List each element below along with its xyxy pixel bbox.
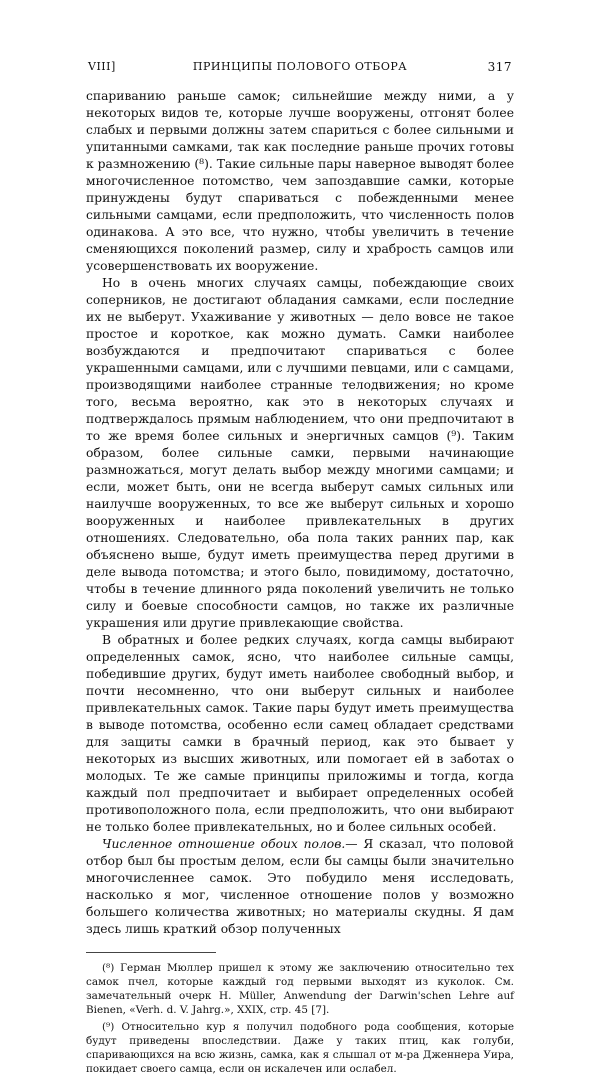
running-header <box>88 60 512 78</box>
footnote-8: (⁸) Герман Мюллер пришел к этому же заключению относительно тех самок пчел, которые каждый год первыми выходят из куколок. См. замечательный очерк H. Müller, Anwendung der Darwin'schen Lehre auf Bienen, «Verh. d. V. Jahrg.», XXIX, стр. 45 [7]. <box>86 962 514 1016</box>
paragraph-2: Но в очень многих случаях самцы, побеждающие своих соперников, не достигают обладания самками, если последние их не выберут. Ухаживание у животных — дело вовсе не такое простое и короткое, как можно думать. Самки наиболее возбуждаются и предпочитают спариваться с более украшенными самцами, или с лучшими певцами, или с самцами, производящими наиболее странные телодвижения; но кроме того, весьма вероятно, как это в некоторых случаях и подтверждалось прямым наблюдением, что они предпочитают в то же время более сильных и энергичных самцов (⁹). Таким образом, более сильные самки, первыми начинающие размножаться, могут делать выбор между многими самцами; и если, может быть, они не всегда выберут самых сильных или наилучше вооруженных, то все же выберут сильных и хорошо вооруженных и наиболее привлекательных в других отношениях. Следовательно, оба пола таких ранних пар, как объяснено выше, будут иметь преимущества перед другими в деле вывода потомства; и этого было, повидимому, достаточно, чтобы в течение длинного ряда поколений увеличить не только силу и боевые способности самцов, но также их различные украшения или другие привлекающие свойства. <box>86 276 514 630</box>
page-number: 317 <box>487 60 512 74</box>
footnote-rule <box>86 952 216 953</box>
main-text <box>86 88 514 1079</box>
paragraph-3: В обратных и более редких случаях, когда самцы выбирают определенных самок, ясно, что наиболее сильные самцы, победившие других, будут иметь наиболее свободный выбор, и почти несомненно, что они выберут сильных и наиболее привлекательных самок. Такие пары будут иметь преимущества в выводе потомства, особенно если самец обладает средствами для защиты самки в брачный период, как это бывает у некоторых из высших животных, или помогает ей в заботах о молодых. Те же самые принципы приложимы и тогда, когда каждый пол предпочитает и выбирает определенных особей противоположного пола, если предположить, что они выбирают не только более привлекательных, но и более сильных особей. <box>86 633 514 834</box>
chapter-marker: VIII] <box>88 60 116 73</box>
paragraph-4-text: — Я сказал, что половой отбор был бы простым делом, если бы самцы были значительно многочисленнее самок. Это побудило меня исследовать, насколько я мог, численное отношение полов у возможно большего количества животных; но материалы скудны. Я дам здесь лишь краткий обзор полученных <box>86 837 514 936</box>
paragraph-4 <box>86 836 514 938</box>
section-heading-italic: Численное отношение обоих полов. <box>102 837 346 851</box>
paragraph-1: спариванию раньше самок; сильнейшие между ними, а у некоторых видов те, которые лучше вооружены, отгонят более слабых и первыми должны затем спариться с более сильными и упитанными самками, так как последние раньше прочих готовы к размножению (⁸). Такие сильные пары наверное выводят более многочисленное потомство, чем запоздавшие самки, которые принуждены будут спариваться с побежденными менее сильными самцами, если предположить, что численность полов одинакова. А это все, что нужно, чтобы увеличить в течение сменяющихся поколений размер, силу и храбрость самцов или усовершенствовать их вооружение. <box>86 89 514 273</box>
running-title: ПРИНЦИПЫ ПОЛОВОГО ОТБОРА <box>192 60 408 73</box>
footnotes <box>86 961 514 1076</box>
footnote-9: (⁹) Относительно кур я получил подобного рода сообщения, которые будут приведены впоследствии. Даже у таких птиц, как голуби, спаривающихся на всю жизнь, самка, как я слышал от м-ра Дженнера Уира, покидает своего самца, если он искалечен или ослабел. <box>86 1021 514 1075</box>
